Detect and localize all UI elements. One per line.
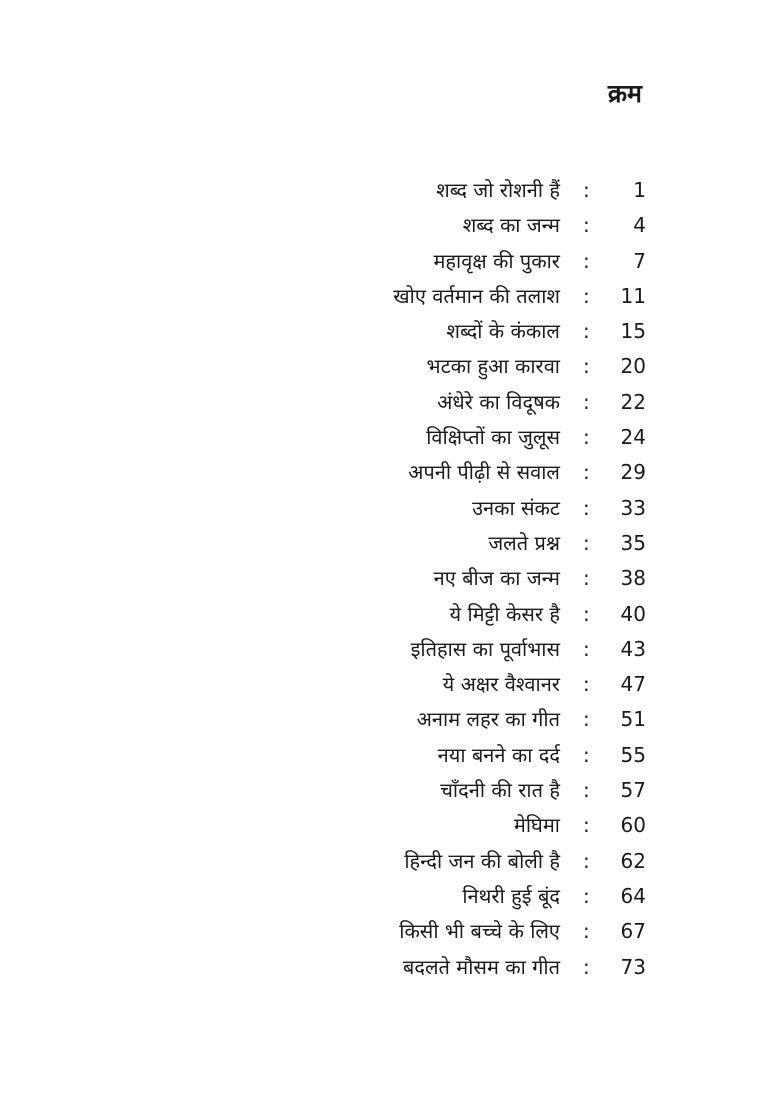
entry-title: बदलते मौसम का गीत [402, 954, 560, 979]
entry-page-number: 64 [620, 883, 646, 908]
entry-separator: : [583, 778, 590, 803]
entry-title: अपनी पीढ़ी से सवाल [408, 460, 560, 485]
entry-title: चाँदनी की रात है [440, 778, 560, 803]
toc-entry [300, 738, 660, 773]
entry-title: खोए वर्तमान की तलाश [393, 283, 560, 308]
entry-page-number: 67 [620, 919, 646, 944]
page-title: क्रम [607, 79, 642, 108]
entry-separator: : [583, 954, 590, 979]
entry-separator: : [583, 354, 590, 379]
entry-page-number: 38 [620, 566, 646, 591]
entry-page-number: 29 [620, 460, 646, 485]
toc-entry [300, 173, 660, 208]
entry-separator: : [583, 566, 590, 591]
entry-title: इतिहास का पूर्वाभास [410, 636, 560, 661]
toc-entry [300, 632, 660, 667]
toc-entry [300, 491, 660, 526]
toc-entry [300, 773, 660, 808]
entry-page-number: 7 [633, 248, 646, 273]
entry-title: हिन्दी जन की बोली है [404, 848, 560, 873]
entry-page-number: 20 [620, 354, 646, 379]
entry-separator: : [583, 248, 590, 273]
entry-page-number: 40 [620, 601, 646, 626]
entry-title: अंधेरे का विदूषक [437, 389, 560, 414]
entry-separator: : [583, 425, 590, 450]
entry-separator: : [583, 848, 590, 873]
entry-page-number: 24 [620, 425, 646, 450]
entry-separator: : [583, 672, 590, 697]
toc-entry [300, 950, 660, 985]
toc-entry [300, 879, 660, 914]
entry-page-number: 22 [620, 389, 646, 414]
entry-page-number: 55 [620, 742, 646, 767]
entry-separator: : [583, 283, 590, 308]
entry-separator: : [583, 213, 590, 238]
entry-title: उनका संकट [472, 495, 560, 520]
entry-title: ये मिट्टी केसर है [449, 601, 560, 626]
entry-title: मेघिमा [513, 813, 560, 838]
entry-title: नए बीज का जन्म [433, 566, 560, 591]
entry-page-number: 73 [620, 954, 646, 979]
toc-entry [300, 314, 660, 349]
entry-page-number: 43 [620, 636, 646, 661]
entry-title: ये अक्षर वैश्वानर [442, 672, 560, 697]
toc-entry [300, 526, 660, 561]
toc-entry [300, 244, 660, 279]
entry-separator: : [583, 601, 590, 626]
entry-page-number: 35 [620, 530, 646, 555]
entry-title: शब्दों के कंकाल [446, 319, 560, 344]
entry-title: शब्द जो रोशनी हैं [436, 178, 560, 202]
toc-entry [300, 561, 660, 596]
entry-title: विक्षिप्तों का जुलूस [426, 425, 560, 450]
entry-title: अनाम लहर का गीत [416, 707, 560, 732]
toc-entry [300, 385, 660, 420]
toc-entry [300, 844, 660, 879]
entry-page-number: 57 [620, 778, 646, 803]
entry-page-number: 33 [620, 495, 646, 520]
entry-separator: : [583, 530, 590, 555]
table-of-contents [300, 173, 660, 985]
entry-page-number: 60 [620, 813, 646, 838]
toc-entry [300, 808, 660, 843]
toc-entry [300, 667, 660, 702]
entry-page-number: 4 [633, 213, 646, 238]
entry-separator: : [583, 460, 590, 485]
entry-title: नया बनने का दर्द [437, 742, 560, 767]
entry-separator: : [583, 707, 590, 732]
entry-title: निथरी हुई बूंद [462, 883, 560, 908]
entry-page-number: 11 [620, 283, 646, 308]
entry-title: भटका हुआ कारवा [426, 354, 560, 379]
toc-entry [300, 208, 660, 243]
entry-title: शब्द का जन्म [462, 213, 560, 238]
entry-page-number: 47 [620, 672, 646, 697]
entry-page-number: 15 [620, 319, 646, 344]
entry-title: महावृक्ष की पुकार [433, 248, 560, 273]
entry-separator: : [583, 813, 590, 838]
entry-separator: : [583, 919, 590, 944]
entry-title: जलते प्रश्न [488, 530, 560, 555]
entry-separator: : [583, 319, 590, 344]
entry-page-number: 1 [633, 178, 646, 202]
toc-entry [300, 349, 660, 384]
toc-entry [300, 914, 660, 949]
entry-separator: : [583, 495, 590, 520]
toc-entry [300, 455, 660, 490]
entry-separator: : [583, 883, 590, 908]
entry-page-number: 62 [620, 848, 646, 873]
toc-entry [300, 702, 660, 737]
entry-separator: : [583, 742, 590, 767]
toc-entry [300, 420, 660, 455]
entry-title: किसी भी बच्चे के लिए [399, 919, 560, 944]
entry-page-number: 51 [620, 707, 646, 732]
toc-entry [300, 279, 660, 314]
toc-entry [300, 597, 660, 632]
entry-separator: : [583, 178, 590, 202]
entry-separator: : [583, 636, 590, 661]
entry-separator: : [583, 389, 590, 414]
